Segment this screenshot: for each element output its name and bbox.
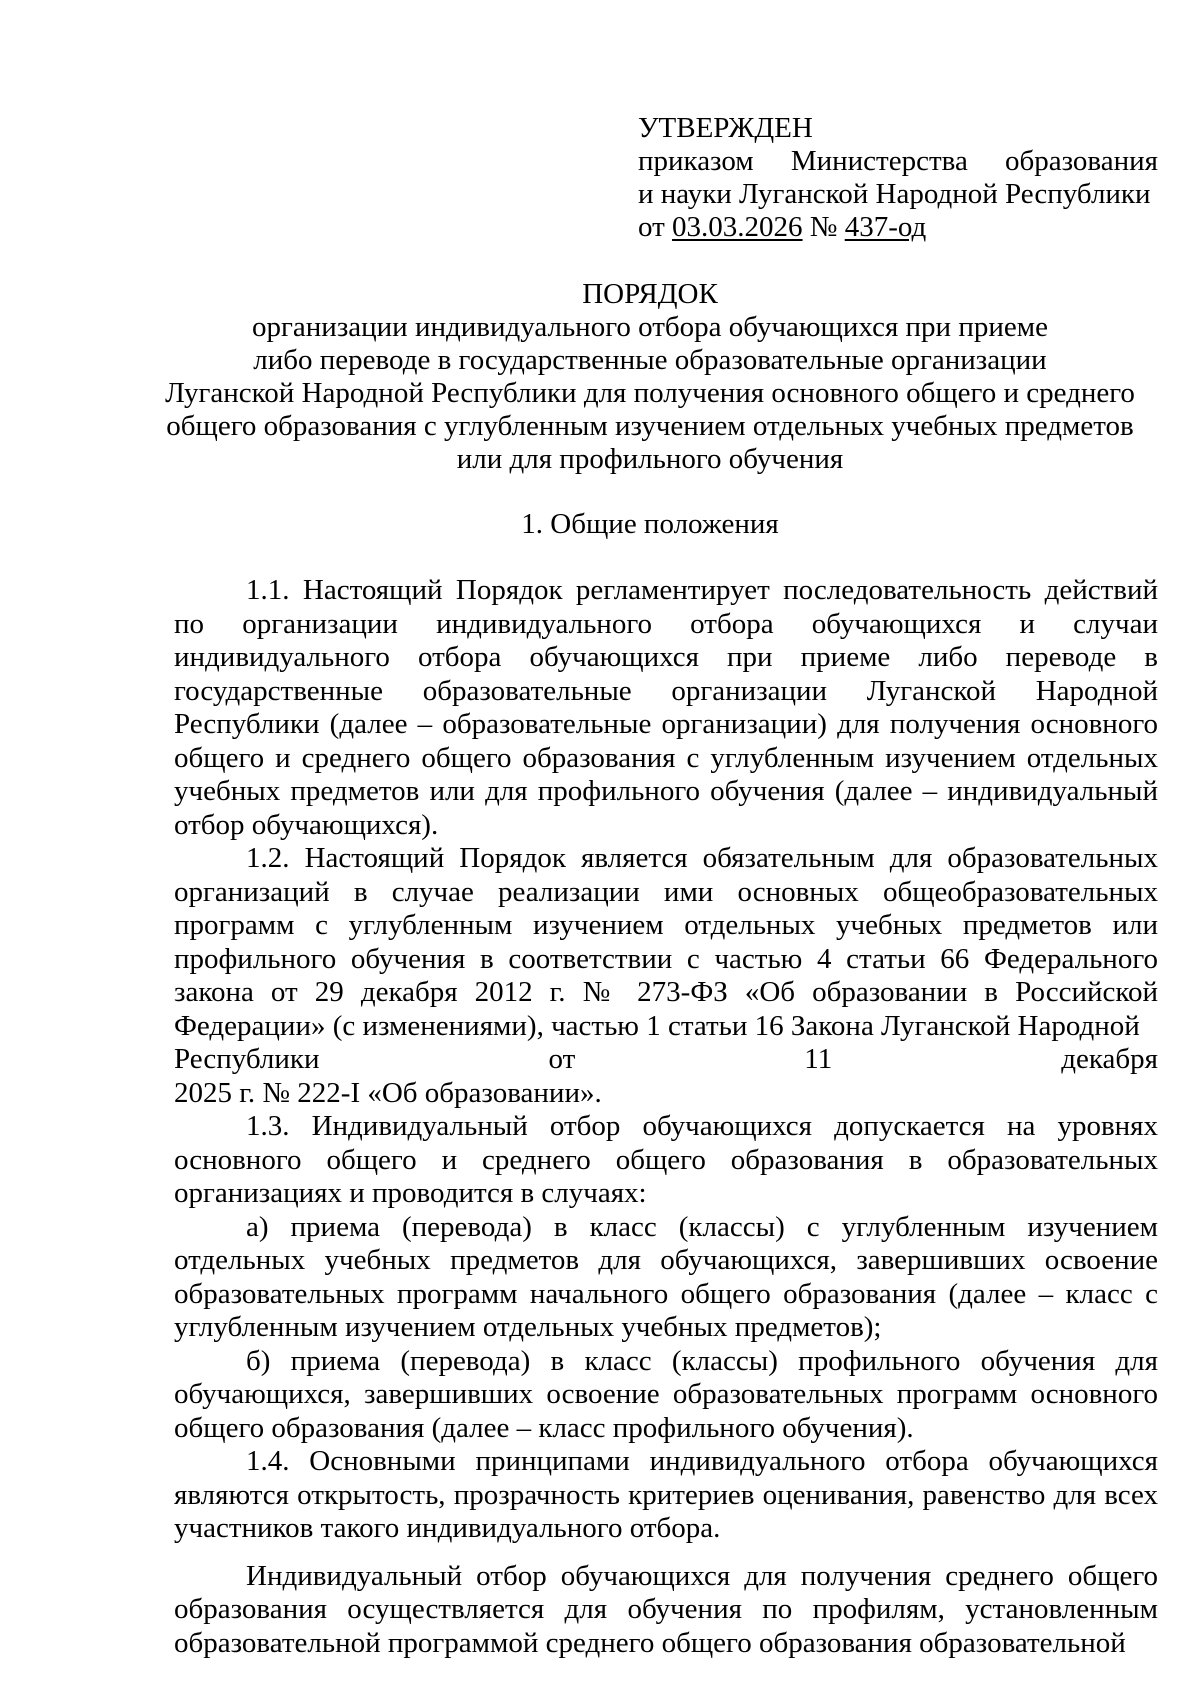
document-subtitle-line: общего образования с углубленным изучением отдельных учебных предметов xyxy=(166,410,1134,442)
approval-date-line xyxy=(638,211,1158,244)
approval-word: образования xyxy=(1005,145,1158,177)
paragraph-1-3: 1.3. Индивидуальный отбор обучающихся допускается на уровнях основного общего и среднего общего образования в образовательных организациях и проводится в случаях: xyxy=(174,1110,1158,1209)
paragraph-1-2: 1.2. Настоящий Порядок является обязательным для образовательных организаций в случае реализации ими основных общеобразовательных программ с углубленным изучением отдельных учебных предметов или профильного обучения в соответствии с частью 4 статьи 66 Федерального закона от 29 декабря 2012 г. № 273-ФЗ «Об образовании в Российской Федерации» (с изменениями), частью 1 статьи 16 Закона Луганской Народной xyxy=(174,842,1158,1042)
approval-date-prefix: от xyxy=(638,211,673,243)
document-body xyxy=(174,574,1158,1660)
document-subtitle-line: организации индивидуального отбора обучающихся при приеме xyxy=(252,311,1048,343)
approval-number: 437-од xyxy=(844,211,927,243)
approval-heading: УТВЕРЖДЕН xyxy=(638,112,813,144)
document-subtitle-line: либо переводе в государственные образовательные организации xyxy=(253,344,1047,376)
paragraph-1-4: 1.4. Основными принципами индивидуального отбора обучающихся являются открытость, прозрачность критериев оценивания, равенство для всех участников такого индивидуального отбора. xyxy=(174,1445,1158,1544)
approval-date: 03.03.2026 xyxy=(672,211,803,243)
paragraph-1-2-end: 2025 г. № 222-I «Об образовании». xyxy=(174,1076,602,1109)
document-subtitle-line: Луганской Народной Республики для получения основного общего и среднего xyxy=(165,377,1135,409)
document-subtitle-line: или для профильного обучения xyxy=(456,443,844,475)
approval-word: Министерства xyxy=(790,145,968,177)
approval-order-line xyxy=(638,145,1158,178)
paragraph-1-3-b: б) приема (перевода) в класс (классы) профильного обучения для обучающихся, завершивших освоение образовательных программ основного общего образования (далее – класс профильного обучения). xyxy=(174,1344,1158,1444)
split-word: декабря xyxy=(1061,1043,1158,1075)
split-word: 11 xyxy=(804,1043,833,1075)
document-title: ПОРЯДОК xyxy=(582,278,718,310)
paragraph-1-2-split-line xyxy=(174,1043,1158,1077)
split-word: от xyxy=(548,1043,576,1075)
paragraph-1-1: 1.1. Настоящий Порядок регламентирует последовательность действий по организации индивидуального отбора обучающихся и случаи индивидуального отбора обучающихся при приеме либо переводе в государственные образовательные организации Луганской Народной Республики (далее – образовательные организации) для получения основного общего и среднего общего образования с углубленным изучением отдельных учебных предметов или для профильного обучения (далее – индивидуальный отбор обучающихся). xyxy=(174,574,1158,841)
document-title-block xyxy=(150,278,1150,476)
approval-number-prefix: № xyxy=(802,211,845,243)
section-heading: 1. Общие положения xyxy=(521,508,779,540)
approval-stamp-block xyxy=(638,112,1158,244)
approval-ministry-line: и науки Луганской Народной Республики xyxy=(638,178,1151,210)
split-word: Республики xyxy=(174,1043,320,1075)
paragraph-1-3-a: а) приема (перевода) в класс (классы) с углубленным изучением отдельных учебных предметов для обучающихся, завершивших освоение образовательных программ начального общего образования (далее – класс с углубленным изучением отдельных учебных предметов); xyxy=(174,1210,1158,1343)
approval-word: приказом xyxy=(638,145,754,177)
paragraph-selection-profiles: Индивидуальный отбор обучающихся для получения среднего общего образования осуществляется для обучения по профилям, установленным образовательной программой среднего общего образования образовательной xyxy=(174,1559,1158,1659)
